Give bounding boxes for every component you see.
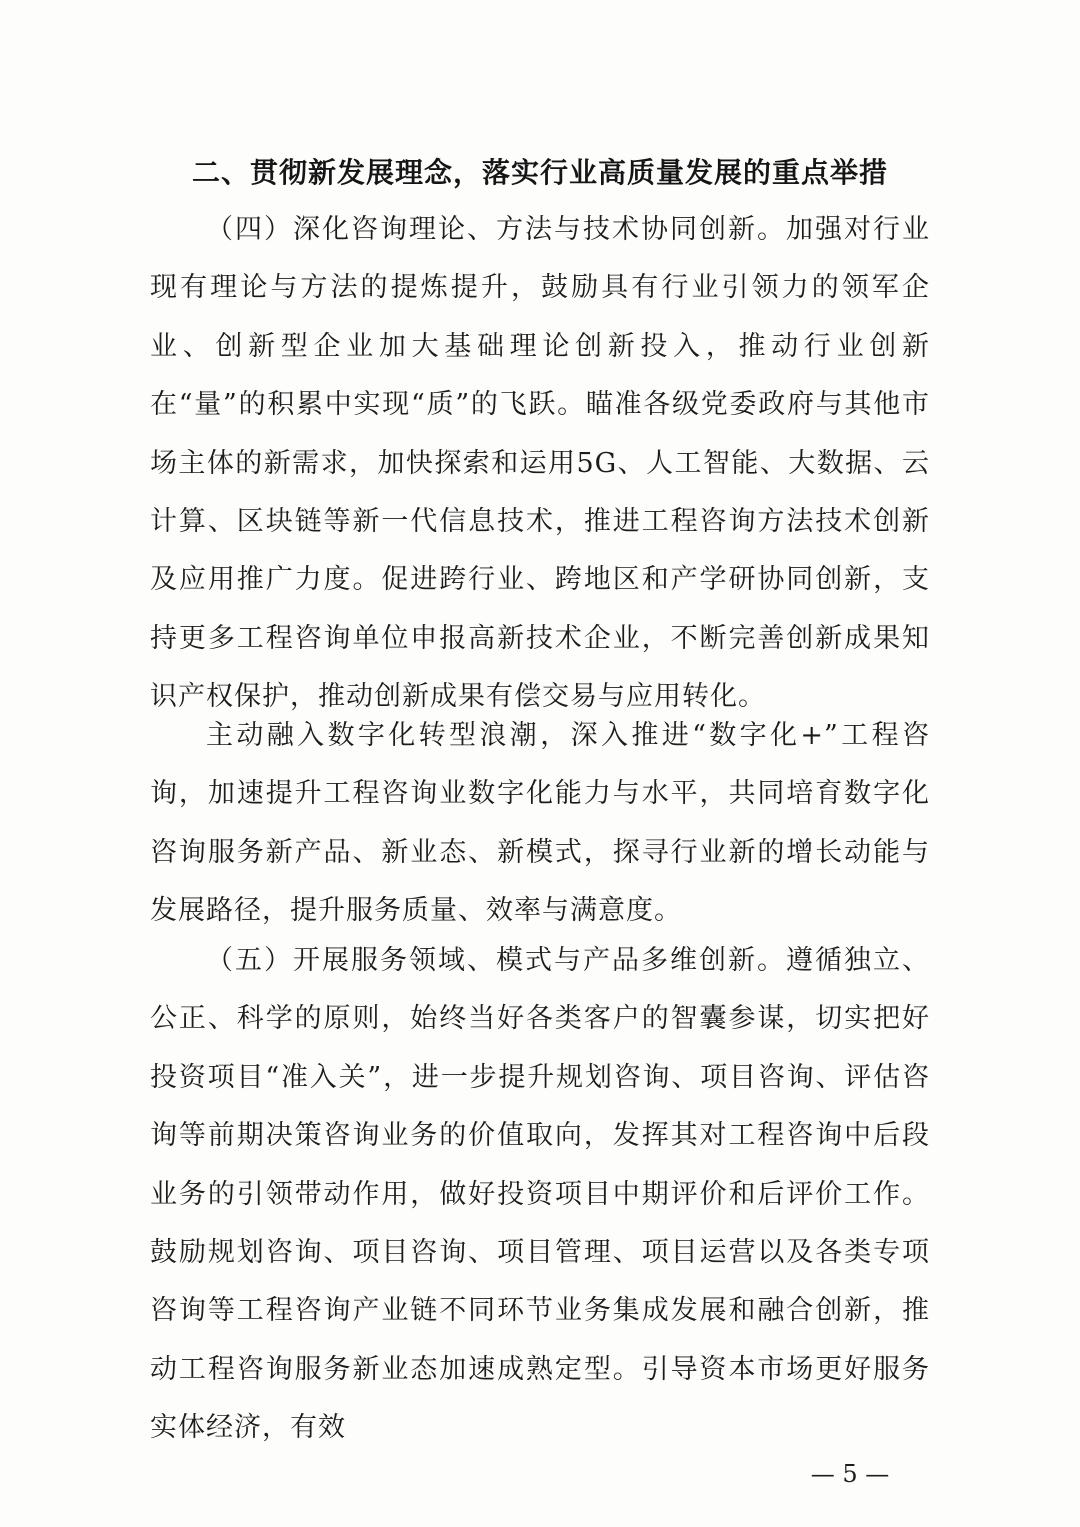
paragraph-service-innovation: （五）开展服务领域、模式与产品多维创新。遵循独立、公正、科学的原则，始终当好各类客户的智囊参谋，切实把好投资项目“准入关”，进一步提升规划咨询、项目咨询、评估咨询等前期决策咨询业务的价值取向，发挥其对工程咨询中后段业务的引领带动作用，做好投资项目中期评价和后评价工作。鼓励规划咨询、项目咨询、项目管理、项目运营以及各类专项咨询等工程咨询产业链不同环节业务集成发展和融合创新，推动工程咨询服务新业态加速成熟定型。引导资本市场更好服务实体经济，有效 (150, 945, 930, 1444)
page-number: — 5 — (810, 1460, 890, 1488)
section-heading: 二、贯彻新发展理念，落实行业高质量发展的重点举措 (191, 156, 888, 189)
paragraph-innovation-theory: （四）深化咨询理论、方法与技术协同创新。加强对行业现有理论与方法的提炼提升，鼓励具有行业引领力的领军企业、创新型企业加大基础理论创新投入，推动行业创新在“量”的积累中实现“质”的飞跃。瞄准各级党委政府与其他市场主体的新需求，加快探索和运用5G、人工智能、大数据、云计算、区块链等新一代信息技术，推进工程咨询方法技术创新及应用推广力度。促进跨行业、跨地区和产学研协同创新，支持更多工程咨询单位申报高新技术企业，不断完善创新成果知识产权保护，推动创新成果有偿交易与应用转化。 (150, 214, 930, 713)
paragraph-digital-transformation: 主动融入数字化转型浪潮，深入推进“数字化+”工程咨询，加速提升工程咨询业数字化能力与水平，共同培育数字化咨询服务新产品、新业态、新模式，探寻行业新的增长动能与发展路径，提升服务质量、效率与满意度。 (150, 720, 930, 927)
